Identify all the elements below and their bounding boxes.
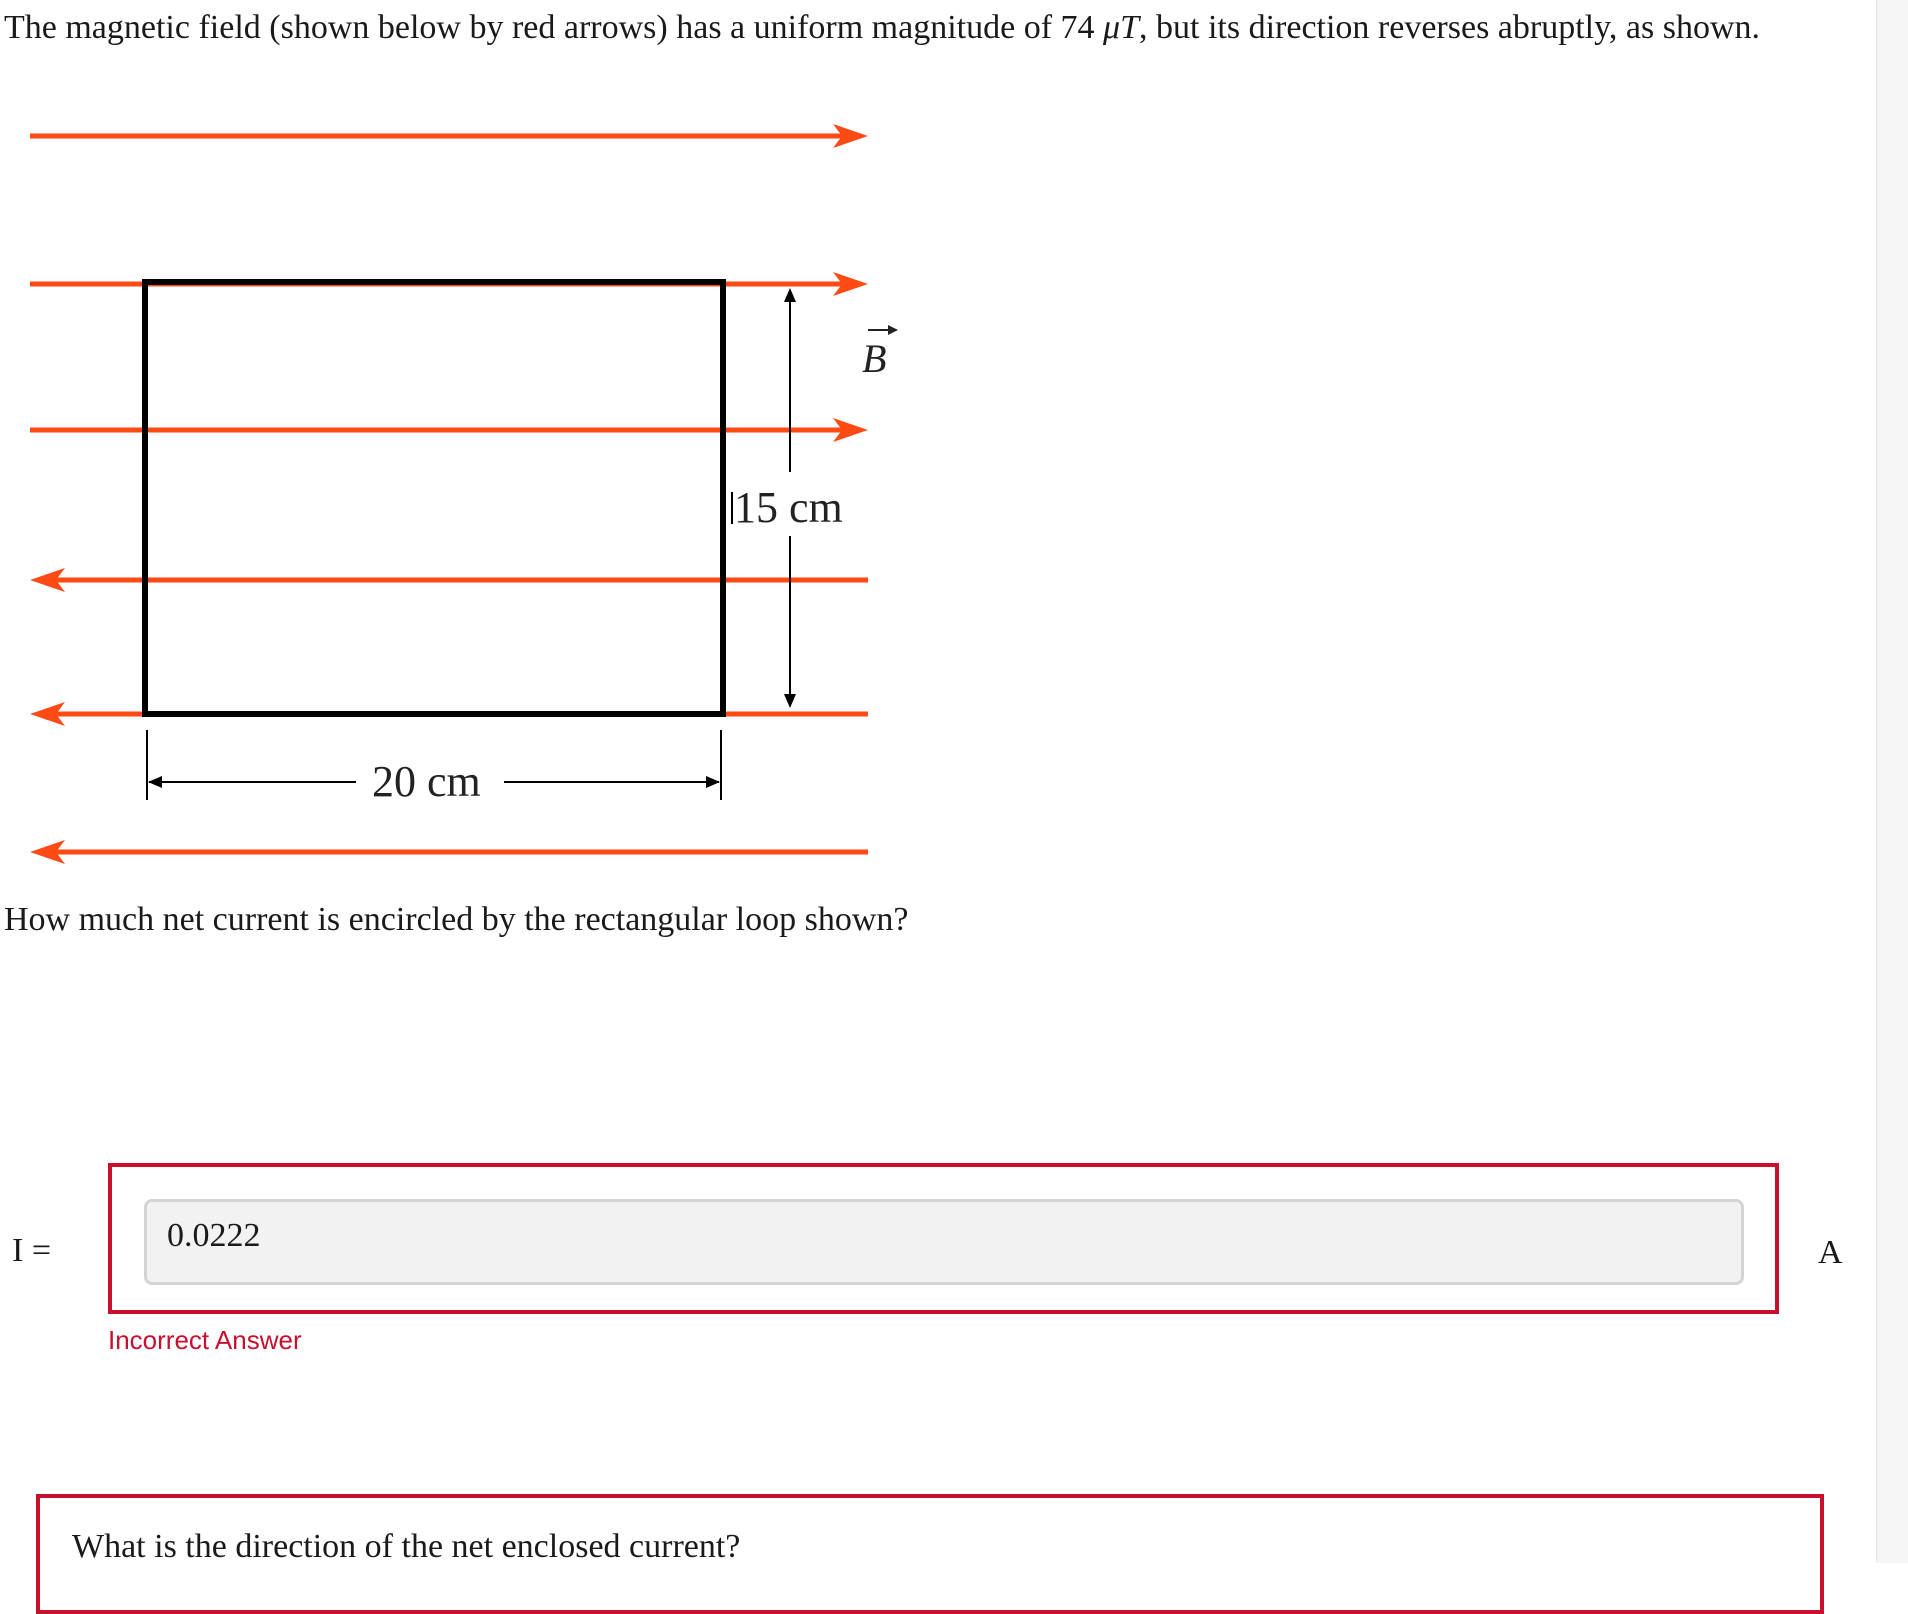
width-dimension xyxy=(147,730,721,806)
magnetic-field-figure xyxy=(0,110,887,870)
scrollbar-track[interactable] xyxy=(1876,0,1908,1563)
field-diagram-svg xyxy=(0,110,887,870)
next-question-text: What is the direction of the net enclosed current? xyxy=(72,1528,741,1565)
rectangular-loop xyxy=(145,282,723,714)
question-text xyxy=(4,2,1784,54)
current-answer-input[interactable]: 0.0222 xyxy=(144,1199,1744,1285)
height-dimension xyxy=(732,288,843,708)
question-text-before: The magnetic field (shown below by red arrows) has a uniform magnitude of 74 xyxy=(4,9,1104,46)
answer-label: I = xyxy=(12,1232,51,1269)
width-label: 20 cm xyxy=(372,757,481,806)
height-label: 15 cm xyxy=(734,483,843,532)
field-vector-label xyxy=(862,325,898,381)
field-magnitude-unit: μT xyxy=(1103,9,1140,46)
question-prompt: How much net current is encircled by the rectangular loop shown? xyxy=(4,901,909,938)
incorrect-answer-feedback: Incorrect Answer xyxy=(108,1325,302,1355)
field-label: B xyxy=(862,336,887,381)
answer-unit: A xyxy=(1818,1234,1843,1271)
question-text-after: , but its direction reverses abruptly, as shown. xyxy=(1139,9,1761,46)
